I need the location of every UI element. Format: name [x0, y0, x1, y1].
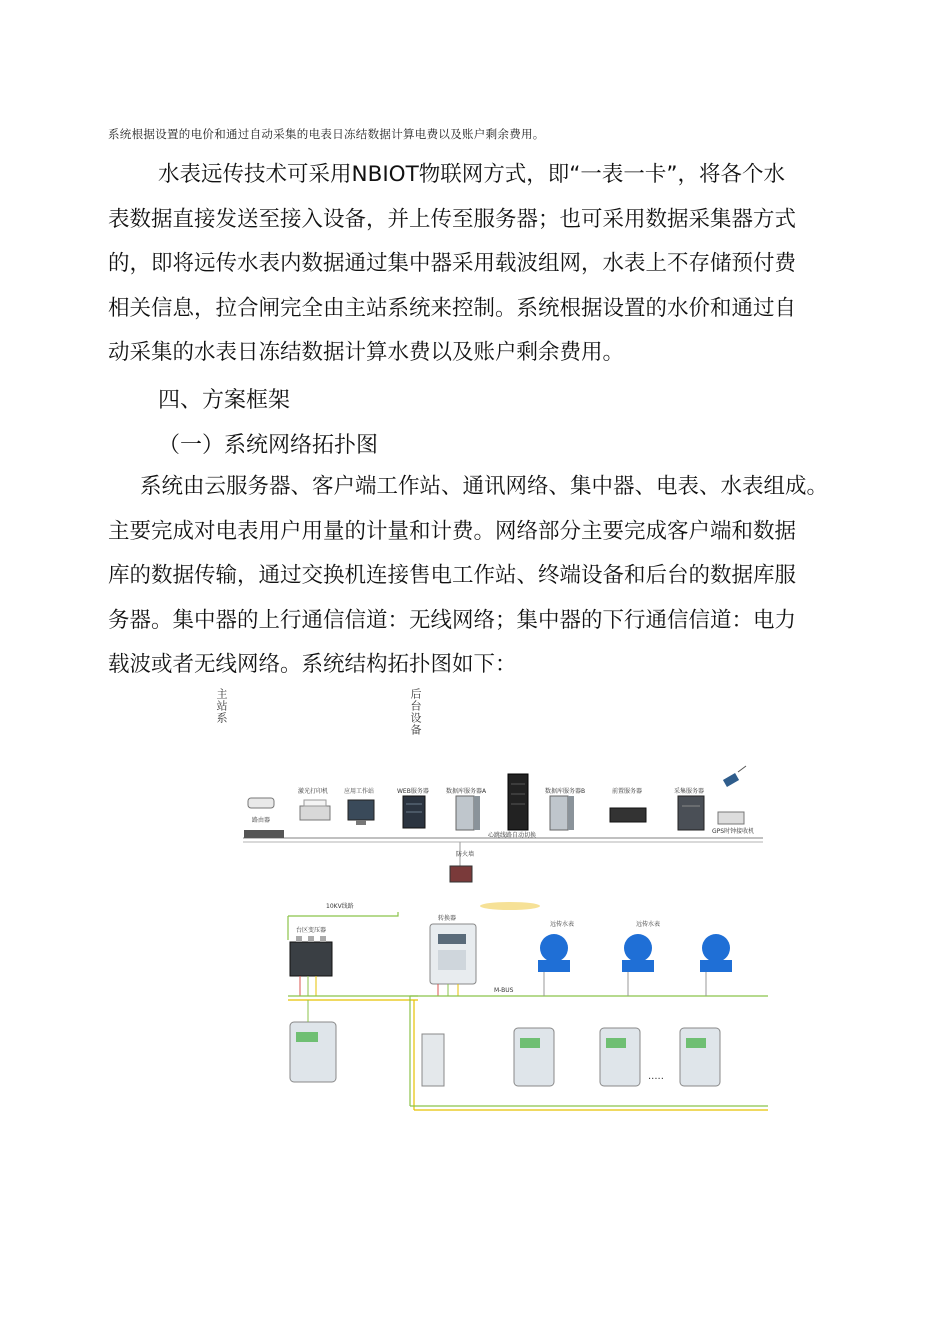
- printer-icon: [300, 800, 330, 820]
- electric-meter-icon: [290, 1022, 336, 1082]
- text-line: 相关信息，拉合闸完全由主站系统来控制。系统根据设置的水价和通过自: [108, 295, 797, 321]
- text-line: 水表远传技术可采用NBIOT物联网方式，即“一表一卡”，将各个水: [158, 162, 786, 187]
- water-meter-icon: [700, 934, 732, 972]
- water-meter-icon: [538, 934, 570, 972]
- firewall-icon: [450, 866, 472, 882]
- electric-meter-icon: [514, 1028, 554, 1086]
- workstation-icon: [348, 800, 374, 825]
- paragraph-water-meter: [108, 153, 878, 376]
- mbus-label: M-BUS: [494, 987, 514, 994]
- rack-icon: [508, 774, 528, 830]
- firewall-label: 防火墙: [456, 851, 475, 858]
- text-line: 务器。集中器的上行通信信道：无线网络；集中器的下行通信信道：电力: [108, 607, 797, 633]
- text-line: 载波或者无线网络。系统结构拓扑图如下：: [108, 652, 517, 677]
- web-server-label: WEB服务器: [397, 788, 429, 795]
- subsection-heading: （一）系统网络拓扑图: [158, 433, 379, 458]
- concentrator-icon: [430, 924, 476, 984]
- paragraph-system: [108, 465, 908, 688]
- db-server-a-icon: [456, 796, 480, 830]
- converter-label: 转换器: [438, 915, 457, 922]
- satellite-icon: [718, 766, 746, 824]
- water-meter-icon: [622, 934, 654, 972]
- printer-label: 激光打印机: [298, 788, 329, 795]
- collector-server-label: 采集服务器: [674, 788, 705, 795]
- vertical-label-master: 主站系: [215, 688, 228, 724]
- frontend-label: 前置服务器: [612, 788, 643, 795]
- frontend-server-icon: [610, 808, 646, 822]
- gps-label: GPS时钟接收机: [712, 828, 755, 835]
- db-server-a-label: 数据库服务器A: [446, 788, 487, 795]
- collector-server-icon: [678, 796, 704, 830]
- section-heading: 四、方案框架: [158, 388, 291, 413]
- text-line: 系统由云服务器、客户端工作站、通讯网络、集中器、电表、水表组成。: [140, 474, 829, 499]
- line-10kv-label: 10KV线路: [326, 903, 354, 910]
- water-meter-label-1: 远传水表: [550, 921, 575, 928]
- auto-switch-label: 心跳线路自动切换: [488, 832, 537, 839]
- vertical-label-backend: 后台设备: [409, 688, 422, 736]
- text-line: 动采集的水表日冻结数据计算水费以及账户剩余费用。: [108, 340, 625, 365]
- text-line: 库的数据传输，通过交换机连接售电工作站、终端设备和后台的数据库服: [108, 563, 797, 588]
- water-meter-label-2: 远传水表: [636, 921, 661, 928]
- workstation-label: 应用工作站: [344, 788, 375, 795]
- db-server-b-label: 数据库服务器B: [545, 788, 586, 795]
- web-server-icon: [403, 796, 425, 828]
- collector-icon: [422, 1034, 444, 1086]
- text-line: 的，即将远传水表内数据通过集中器采用载波组网，水表上不存储预付费: [108, 251, 797, 276]
- router-label: 路由器: [252, 817, 271, 824]
- electric-meter-icon: [600, 1028, 640, 1086]
- text-line: 主要完成对电表用户用量的计量和计费。网络部分主要完成客户端和数据: [108, 518, 797, 544]
- line-10kv: [288, 912, 398, 916]
- transformer-label: 台区变压器: [296, 927, 327, 934]
- topology-diagram: [238, 760, 768, 1120]
- transformer-icon: [290, 936, 332, 976]
- top-summary-line: 系统根据设置的电价和通过自动采集的电表日冻结数据计算电费以及账户剩余费用。: [108, 127, 545, 141]
- ellipsis-label: ·····: [648, 1074, 664, 1085]
- text-line: 表数据直接发送至接入设备，并上传至服务器；也可采用数据采集器方式: [108, 206, 797, 232]
- electric-meter-icon: [680, 1028, 720, 1086]
- db-server-b-icon: [550, 796, 574, 830]
- wireless-signal: [480, 902, 540, 910]
